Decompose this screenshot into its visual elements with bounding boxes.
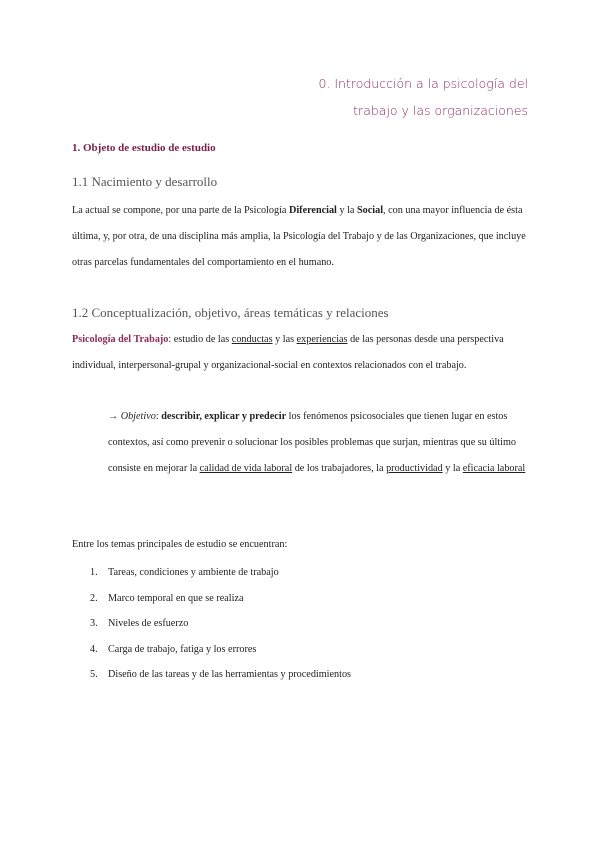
subsection-1-2-title: 1.2 Conceptualización, objetivo, áreas temáticas y relaciones [72, 305, 389, 320]
text-run: de las personas desde una perspectiva individual, interpersonal-grupal y organizacional-social en contextos relacionados con el trabajo. [72, 334, 504, 371]
header-line-2: trabajo y las organizaciones [353, 103, 528, 118]
term-psicologia-trabajo: Psicología del Trabajo [72, 334, 169, 345]
list-text: Niveles de esfuerzo [108, 618, 189, 630]
bold-objective: describir, explicar y predecir [161, 411, 287, 422]
underline-calidad: calidad de vida laboral [199, 463, 293, 474]
objective-label: Objetivo [120, 411, 156, 422]
text-run: : estudio de las [168, 334, 232, 345]
list-item [90, 637, 351, 663]
list-text: Carga de trabajo, fatiga y los errores [108, 643, 257, 655]
list-item [90, 611, 351, 637]
document-header [318, 70, 528, 124]
text-run: , con una mayor influencia de ésta última, y, por otra, de una disciplina más amplia, la Psicología del Trabajo y de las Organizaciones, que incluye otras parcelas fundamentales del comportamiento en el humano. [72, 205, 526, 268]
list-number: 3. [90, 618, 98, 630]
topics-list [90, 560, 351, 688]
arrow-icon: → [108, 411, 121, 422]
text-run: : [155, 411, 162, 422]
underline-conductas: conductas [231, 334, 273, 345]
list-number: 1. [90, 567, 98, 578]
bold-diferencial: Diferencial [288, 205, 337, 216]
paragraph-nacimiento [72, 198, 532, 276]
list-text: Tareas, condiciones y ambiente de trabajo [108, 567, 279, 578]
list-item [90, 586, 351, 612]
subsection-1-1-title: 1.1 Nacimiento y desarrollo [72, 174, 218, 189]
topics-intro: Entre los temas principales de estudio se encuentran: [72, 539, 288, 550]
paragraph-conceptualizacion [72, 327, 532, 379]
list-number: 2. [90, 592, 98, 604]
bold-social: Social [356, 205, 384, 216]
list-number: 5. [90, 669, 98, 681]
text-run: La actual se compone, por una parte de la Psicología [72, 205, 289, 216]
underline-experiencias: experiencias [296, 334, 348, 345]
underline-productividad: productividad [386, 463, 443, 474]
text-run: y la [442, 463, 463, 474]
header-line-1: 0. Introducción a la psicología del [318, 76, 528, 91]
list-item [90, 662, 351, 688]
section-1-title: 1. Objeto de estudio de estudio [72, 142, 216, 154]
text-run: y la [336, 205, 357, 216]
underline-eficacia: eficacia laboral [462, 463, 526, 474]
list-number: 4. [90, 643, 98, 655]
text-run: los fenómenos psicosociales que tienen lugar en estos contextos, así como prevenir o solucionar los posibles problemas que surjan, mientras que su último consiste en mejorar la [108, 411, 516, 474]
list-text: Marco temporal en que se realiza [108, 592, 244, 604]
text-run: y las [272, 334, 297, 345]
objective-paragraph [108, 404, 528, 482]
list-item [90, 560, 351, 586]
list-text: Diseño de las tareas y de las herramientas y procedimientos [108, 669, 352, 681]
text-run: de los trabajadores, la [292, 463, 387, 474]
